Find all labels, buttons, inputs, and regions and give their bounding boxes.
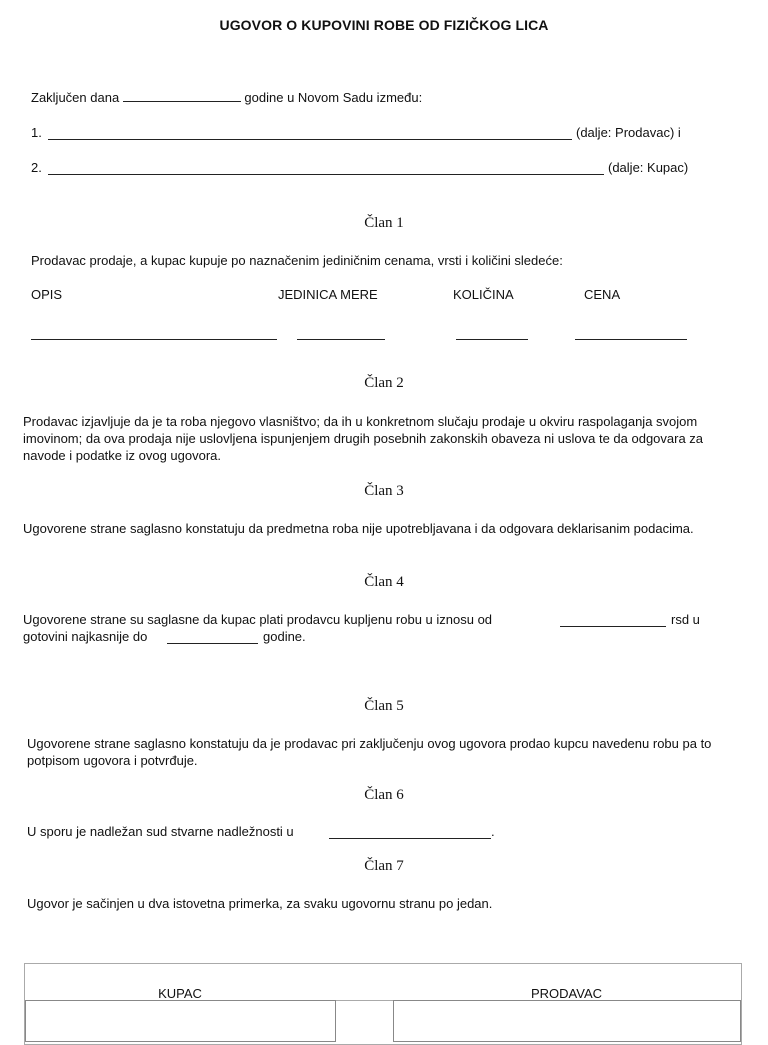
clan7-heading: Član 7	[364, 858, 404, 874]
col-cena: CENA	[584, 287, 621, 302]
clan6-heading: Član 6	[364, 787, 404, 803]
clan4-text1: Ugovorene strane su saglasne da kupac plati prodavcu kupljenu robu u iznosu od	[23, 612, 493, 627]
intro-prefix: Zaključen dana	[31, 90, 120, 105]
clan6-text: U sporu je nadležan sud stvarne nadležnosti u	[27, 824, 294, 839]
clan2-heading: Član 2	[364, 375, 404, 391]
seller-signature-box[interactable]	[393, 1000, 741, 1042]
amount-blank[interactable]	[560, 626, 666, 627]
col-opis: OPIS	[31, 287, 63, 302]
opis-blank[interactable]	[31, 339, 277, 340]
clan7-text: Ugovor je sačinjen u dva istovetna primerka, za svaku ugovornu stranu po jedan.	[27, 896, 493, 911]
clan6-end: .	[491, 824, 495, 839]
party2-number: 2.	[31, 160, 42, 175]
court-blank[interactable]	[329, 838, 491, 839]
party1-number: 1.	[31, 125, 42, 140]
clan3-text: Ugovorene strane saglasno konstatuju da predmetna roba nije upotrebljavana i da odgovara deklarisanim podacima.	[23, 521, 694, 536]
clan1-text: Prodavac prodaje, a kupac kupuje po naznačenim jediničnim cenama, vrsti i količini sledeće:	[31, 253, 563, 268]
clan2-text: Prodavac izjavljuje da je ta roba njegovo vlasništvo; da ih u konkretnom slučaju prodaje u okviru raspolaganja svojom imovinom; da ova prodaja nije uslovljena ispunjenjem drugih posebnih zakonskih obaveza ni uslova te da odgovara za navode i podatke iz ovog ugovora.	[23, 414, 704, 463]
buyer-label: KUPAC	[158, 986, 202, 1001]
clan5-text: Ugovorene strane saglasno konstatuju da je prodavac pri zaključenju ovog ugovora prodao kupcu navedenu robu pa to potpisom ugovora i potvrđuje.	[27, 736, 712, 768]
seller-label: PRODAVAC	[530, 986, 603, 1001]
clan4-text3: gotovini najkasnije do	[23, 629, 148, 644]
date-blank[interactable]	[123, 100, 241, 102]
party1-label: (dalje: Prodavac) i	[576, 125, 681, 140]
intro-line	[31, 90, 422, 105]
cena-blank[interactable]	[575, 339, 687, 340]
buyer-signature-box[interactable]	[25, 1000, 336, 1042]
intro-suffix: godine u Novom Sadu između:	[244, 90, 423, 105]
jedinica-mere-blank[interactable]	[297, 339, 385, 340]
clan5-heading: Član 5	[364, 698, 404, 714]
clan1-heading: Član 1	[364, 215, 404, 231]
clan4-heading: Član 4	[364, 574, 404, 590]
clan4-text2: rsd u	[671, 612, 700, 627]
party1-blank[interactable]	[48, 139, 572, 140]
deadline-blank[interactable]	[167, 643, 258, 644]
col-jedinica-mere: JEDINICA MERE	[278, 287, 378, 302]
party2-blank[interactable]	[48, 174, 604, 175]
document-title: UGOVOR O KUPOVINI ROBE OD FIZIČKOG LICA	[219, 17, 549, 33]
kolicina-blank[interactable]	[456, 339, 528, 340]
clan3-heading: Član 3	[364, 483, 404, 499]
party2-label: (dalje: Kupac)	[608, 160, 689, 175]
col-kolicina: KOLIČINA	[453, 287, 514, 302]
clan4-text4: godine.	[263, 629, 306, 644]
